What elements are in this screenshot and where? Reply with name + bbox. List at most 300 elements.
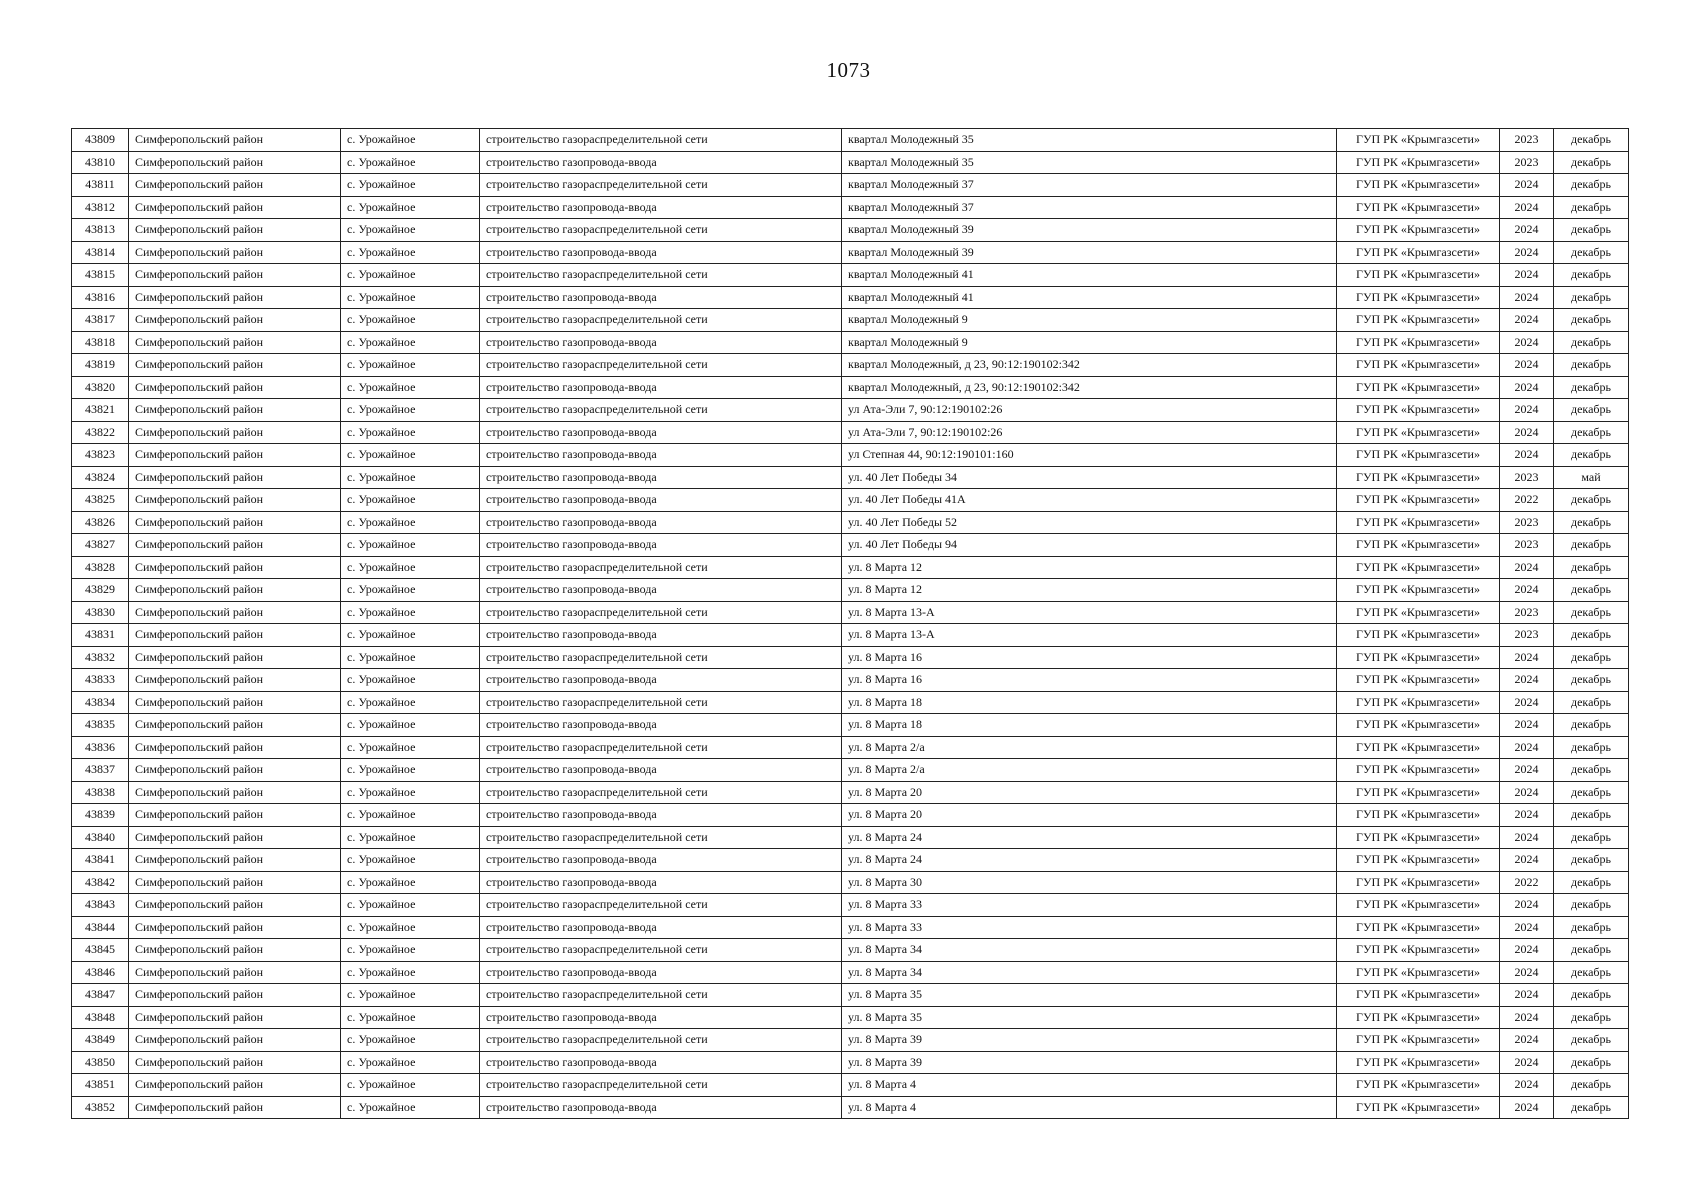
cell-year: 2024 <box>1500 354 1554 377</box>
cell-address: ул. 8 Марта 12 <box>842 556 1337 579</box>
cell-settlement: с. Урожайное <box>341 331 480 354</box>
cell-organization: ГУП РК «Крымгазсети» <box>1337 534 1500 557</box>
table-row <box>72 196 1629 219</box>
cell-number: 43845 <box>72 939 129 962</box>
table-row <box>72 241 1629 264</box>
cell-address: ул. 8 Марта 34 <box>842 961 1337 984</box>
registry-table <box>71 128 1629 1119</box>
cell-year: 2024 <box>1500 1051 1554 1074</box>
cell-district: Симферопольский район <box>129 331 341 354</box>
cell-year: 2024 <box>1500 241 1554 264</box>
cell-organization: ГУП РК «Крымгазсети» <box>1337 556 1500 579</box>
cell-number: 43832 <box>72 646 129 669</box>
cell-district: Симферопольский район <box>129 556 341 579</box>
cell-year: 2024 <box>1500 1029 1554 1052</box>
cell-settlement: с. Урожайное <box>341 511 480 534</box>
cell-settlement: с. Урожайное <box>341 286 480 309</box>
cell-work-type: строительство газораспределительной сети <box>480 826 842 849</box>
cell-organization: ГУП РК «Крымгазсети» <box>1337 624 1500 647</box>
cell-month: декабрь <box>1554 1051 1629 1074</box>
cell-address: ул. 8 Марта 34 <box>842 939 1337 962</box>
cell-organization: ГУП РК «Крымгазсети» <box>1337 646 1500 669</box>
cell-settlement: с. Урожайное <box>341 691 480 714</box>
cell-organization: ГУП РК «Крымгазсети» <box>1337 961 1500 984</box>
cell-number: 43813 <box>72 219 129 242</box>
cell-address: ул. 8 Марта 39 <box>842 1029 1337 1052</box>
cell-work-type: строительство газопровода-ввода <box>480 511 842 534</box>
table-row <box>72 1006 1629 1029</box>
cell-address: ул. 8 Марта 16 <box>842 646 1337 669</box>
cell-settlement: с. Урожайное <box>341 421 480 444</box>
cell-district: Симферопольский район <box>129 984 341 1007</box>
cell-year: 2024 <box>1500 264 1554 287</box>
cell-year: 2024 <box>1500 714 1554 737</box>
cell-organization: ГУП РК «Крымгазсети» <box>1337 579 1500 602</box>
cell-settlement: с. Урожайное <box>341 309 480 332</box>
cell-address: квартал Молодежный 37 <box>842 196 1337 219</box>
cell-month: декабрь <box>1554 894 1629 917</box>
cell-settlement: с. Урожайное <box>341 196 480 219</box>
cell-district: Симферопольский район <box>129 151 341 174</box>
cell-organization: ГУП РК «Крымгазсети» <box>1337 309 1500 332</box>
cell-organization: ГУП РК «Крымгазсети» <box>1337 894 1500 917</box>
cell-number: 43835 <box>72 714 129 737</box>
cell-work-type: строительство газораспределительной сети <box>480 1074 842 1097</box>
cell-organization: ГУП РК «Крымгазсети» <box>1337 781 1500 804</box>
cell-district: Симферопольский район <box>129 129 341 152</box>
table-row <box>72 669 1629 692</box>
cell-organization: ГУП РК «Крымгазсети» <box>1337 151 1500 174</box>
cell-number: 43836 <box>72 736 129 759</box>
cell-address: квартал Молодежный 37 <box>842 174 1337 197</box>
cell-address: квартал Молодежный 41 <box>842 286 1337 309</box>
cell-number: 43811 <box>72 174 129 197</box>
cell-organization: ГУП РК «Крымгазсети» <box>1337 466 1500 489</box>
cell-year: 2024 <box>1500 1074 1554 1097</box>
cell-year: 2024 <box>1500 691 1554 714</box>
cell-settlement: с. Урожайное <box>341 624 480 647</box>
cell-year: 2024 <box>1500 579 1554 602</box>
cell-settlement: с. Урожайное <box>341 241 480 264</box>
cell-settlement: с. Урожайное <box>341 534 480 557</box>
cell-year: 2024 <box>1500 804 1554 827</box>
cell-settlement: с. Урожайное <box>341 781 480 804</box>
cell-month: декабрь <box>1554 646 1629 669</box>
cell-year: 2023 <box>1500 511 1554 534</box>
cell-number: 43846 <box>72 961 129 984</box>
cell-work-type: строительство газораспределительной сети <box>480 309 842 332</box>
cell-work-type: строительство газопровода-ввода <box>480 534 842 557</box>
table-row <box>72 286 1629 309</box>
cell-organization: ГУП РК «Крымгазсети» <box>1337 264 1500 287</box>
cell-year: 2024 <box>1500 286 1554 309</box>
cell-month: декабрь <box>1554 219 1629 242</box>
cell-district: Симферопольский район <box>129 489 341 512</box>
cell-address: квартал Молодежный 41 <box>842 264 1337 287</box>
cell-organization: ГУП РК «Крымгазсети» <box>1337 1006 1500 1029</box>
table-row <box>72 624 1629 647</box>
cell-district: Симферопольский район <box>129 534 341 557</box>
cell-month: декабрь <box>1554 984 1629 1007</box>
table-row <box>72 804 1629 827</box>
cell-address: ул. 8 Марта 30 <box>842 871 1337 894</box>
cell-work-type: строительство газопровода-ввода <box>480 489 842 512</box>
cell-work-type: строительство газопровода-ввода <box>480 331 842 354</box>
table-row <box>72 916 1629 939</box>
cell-work-type: строительство газопровода-ввода <box>480 579 842 602</box>
cell-month: декабрь <box>1554 556 1629 579</box>
cell-address: ул. 8 Марта 18 <box>842 691 1337 714</box>
cell-work-type: строительство газопровода-ввода <box>480 871 842 894</box>
cell-month: декабрь <box>1554 174 1629 197</box>
cell-number: 43814 <box>72 241 129 264</box>
cell-year: 2024 <box>1500 961 1554 984</box>
cell-organization: ГУП РК «Крымгазсети» <box>1337 759 1500 782</box>
cell-year: 2023 <box>1500 129 1554 152</box>
cell-number: 43819 <box>72 354 129 377</box>
table-row <box>72 421 1629 444</box>
cell-work-type: строительство газопровода-ввода <box>480 376 842 399</box>
cell-district: Симферопольский район <box>129 399 341 422</box>
table-row <box>72 894 1629 917</box>
cell-work-type: строительство газопровода-ввода <box>480 241 842 264</box>
cell-settlement: с. Урожайное <box>341 556 480 579</box>
cell-month: декабрь <box>1554 421 1629 444</box>
cell-settlement: с. Урожайное <box>341 601 480 624</box>
cell-district: Симферопольский район <box>129 714 341 737</box>
cell-district: Симферопольский район <box>129 1074 341 1097</box>
cell-address: квартал Молодежный 9 <box>842 331 1337 354</box>
cell-month: декабрь <box>1554 939 1629 962</box>
cell-year: 2024 <box>1500 984 1554 1007</box>
cell-settlement: с. Урожайное <box>341 174 480 197</box>
cell-month: декабрь <box>1554 444 1629 467</box>
cell-address: квартал Молодежный, д 23, 90:12:190102:342 <box>842 354 1337 377</box>
cell-settlement: с. Урожайное <box>341 826 480 849</box>
table-row <box>72 556 1629 579</box>
cell-number: 43844 <box>72 916 129 939</box>
cell-organization: ГУП РК «Крымгазсети» <box>1337 939 1500 962</box>
cell-number: 43810 <box>72 151 129 174</box>
cell-work-type: строительство газораспределительной сети <box>480 354 842 377</box>
cell-work-type: строительство газораспределительной сети <box>480 691 842 714</box>
cell-year: 2024 <box>1500 669 1554 692</box>
cell-number: 43815 <box>72 264 129 287</box>
cell-settlement: с. Урожайное <box>341 894 480 917</box>
cell-settlement: с. Урожайное <box>341 714 480 737</box>
cell-year: 2023 <box>1500 466 1554 489</box>
cell-month: декабрь <box>1554 129 1629 152</box>
cell-work-type: строительство газопровода-ввода <box>480 286 842 309</box>
cell-settlement: с. Урожайное <box>341 1096 480 1119</box>
cell-month: декабрь <box>1554 354 1629 377</box>
cell-organization: ГУП РК «Крымгазсети» <box>1337 601 1500 624</box>
cell-district: Симферопольский район <box>129 376 341 399</box>
cell-number: 43826 <box>72 511 129 534</box>
cell-year: 2023 <box>1500 151 1554 174</box>
cell-month: декабрь <box>1554 264 1629 287</box>
cell-settlement: с. Урожайное <box>341 1051 480 1074</box>
cell-organization: ГУП РК «Крымгазсети» <box>1337 984 1500 1007</box>
cell-organization: ГУП РК «Крымгазсети» <box>1337 849 1500 872</box>
cell-organization: ГУП РК «Крымгазсети» <box>1337 354 1500 377</box>
cell-address: ул. 8 Марта 4 <box>842 1074 1337 1097</box>
cell-month: декабрь <box>1554 849 1629 872</box>
cell-organization: ГУП РК «Крымгазсети» <box>1337 916 1500 939</box>
cell-organization: ГУП РК «Крымгазсети» <box>1337 826 1500 849</box>
cell-address: ул. 8 Марта 18 <box>842 714 1337 737</box>
cell-month: декабрь <box>1554 534 1629 557</box>
cell-work-type: строительство газораспределительной сети <box>480 219 842 242</box>
cell-month: декабрь <box>1554 489 1629 512</box>
cell-organization: ГУП РК «Крымгазсети» <box>1337 399 1500 422</box>
cell-organization: ГУП РК «Крымгазсети» <box>1337 1051 1500 1074</box>
cell-organization: ГУП РК «Крымгазсети» <box>1337 444 1500 467</box>
cell-month: декабрь <box>1554 579 1629 602</box>
cell-organization: ГУП РК «Крымгазсети» <box>1337 331 1500 354</box>
cell-organization: ГУП РК «Крымгазсети» <box>1337 1096 1500 1119</box>
cell-address: квартал Молодежный 39 <box>842 241 1337 264</box>
table-row <box>72 579 1629 602</box>
cell-number: 43852 <box>72 1096 129 1119</box>
cell-address: ул. 8 Марта 24 <box>842 826 1337 849</box>
cell-work-type: строительство газопровода-ввода <box>480 669 842 692</box>
cell-district: Симферопольский район <box>129 781 341 804</box>
cell-settlement: с. Урожайное <box>341 759 480 782</box>
cell-address: ул. 8 Марта 20 <box>842 781 1337 804</box>
cell-work-type: строительство газопровода-ввода <box>480 714 842 737</box>
cell-month: май <box>1554 466 1629 489</box>
table-row <box>72 736 1629 759</box>
cell-month: декабрь <box>1554 1029 1629 1052</box>
cell-number: 43821 <box>72 399 129 422</box>
cell-month: декабрь <box>1554 804 1629 827</box>
cell-district: Симферопольский район <box>129 1096 341 1119</box>
table-row <box>72 376 1629 399</box>
cell-year: 2022 <box>1500 489 1554 512</box>
cell-settlement: с. Урожайное <box>341 1074 480 1097</box>
cell-year: 2024 <box>1500 196 1554 219</box>
cell-work-type: строительство газопровода-ввода <box>480 804 842 827</box>
cell-address: квартал Молодежный 39 <box>842 219 1337 242</box>
cell-organization: ГУП РК «Крымгазсети» <box>1337 1074 1500 1097</box>
cell-number: 43825 <box>72 489 129 512</box>
cell-number: 43828 <box>72 556 129 579</box>
cell-district: Симферопольский район <box>129 894 341 917</box>
cell-year: 2024 <box>1500 174 1554 197</box>
cell-year: 2024 <box>1500 309 1554 332</box>
cell-district: Симферопольский район <box>129 579 341 602</box>
cell-organization: ГУП РК «Крымгазсети» <box>1337 489 1500 512</box>
cell-year: 2024 <box>1500 421 1554 444</box>
cell-year: 2024 <box>1500 399 1554 422</box>
cell-number: 43831 <box>72 624 129 647</box>
table-row <box>72 826 1629 849</box>
cell-district: Симферопольский район <box>129 174 341 197</box>
cell-year: 2024 <box>1500 781 1554 804</box>
cell-work-type: строительство газораспределительной сети <box>480 894 842 917</box>
cell-settlement: с. Урожайное <box>341 736 480 759</box>
cell-number: 43842 <box>72 871 129 894</box>
cell-month: декабрь <box>1554 826 1629 849</box>
cell-settlement: с. Урожайное <box>341 151 480 174</box>
cell-month: декабрь <box>1554 151 1629 174</box>
cell-year: 2024 <box>1500 849 1554 872</box>
cell-work-type: строительство газопровода-ввода <box>480 444 842 467</box>
cell-district: Симферопольский район <box>129 421 341 444</box>
cell-district: Симферопольский район <box>129 286 341 309</box>
cell-settlement: с. Урожайное <box>341 1029 480 1052</box>
cell-number: 43851 <box>72 1074 129 1097</box>
cell-district: Симферопольский район <box>129 511 341 534</box>
cell-work-type: строительство газораспределительной сети <box>480 736 842 759</box>
cell-settlement: с. Урожайное <box>341 1006 480 1029</box>
cell-district: Симферопольский район <box>129 444 341 467</box>
cell-work-type: строительство газопровода-ввода <box>480 759 842 782</box>
table-row <box>72 961 1629 984</box>
cell-address: ул Ата-Эли 7, 90:12:190102:26 <box>842 399 1337 422</box>
table-row <box>72 444 1629 467</box>
table-row <box>72 466 1629 489</box>
cell-address: ул. 8 Марта 13-А <box>842 624 1337 647</box>
cell-organization: ГУП РК «Крымгазсети» <box>1337 174 1500 197</box>
cell-month: декабрь <box>1554 1096 1629 1119</box>
cell-district: Симферопольский район <box>129 669 341 692</box>
cell-year: 2023 <box>1500 534 1554 557</box>
cell-number: 43820 <box>72 376 129 399</box>
cell-settlement: с. Урожайное <box>341 849 480 872</box>
cell-month: декабрь <box>1554 781 1629 804</box>
cell-address: ул. 8 Марта 24 <box>842 849 1337 872</box>
cell-month: декабрь <box>1554 1006 1629 1029</box>
cell-year: 2023 <box>1500 624 1554 647</box>
table-row <box>72 601 1629 624</box>
cell-work-type: строительство газопровода-ввода <box>480 151 842 174</box>
cell-month: декабрь <box>1554 871 1629 894</box>
cell-month: декабрь <box>1554 736 1629 759</box>
cell-number: 43837 <box>72 759 129 782</box>
cell-number: 43838 <box>72 781 129 804</box>
cell-district: Симферопольский район <box>129 219 341 242</box>
cell-year: 2024 <box>1500 894 1554 917</box>
cell-organization: ГУП РК «Крымгазсети» <box>1337 1029 1500 1052</box>
cell-settlement: с. Урожайное <box>341 579 480 602</box>
cell-number: 43818 <box>72 331 129 354</box>
cell-address: ул Степная 44, 90:12:190101:160 <box>842 444 1337 467</box>
cell-settlement: с. Урожайное <box>341 804 480 827</box>
cell-organization: ГУП РК «Крымгазсети» <box>1337 669 1500 692</box>
cell-month: декабрь <box>1554 286 1629 309</box>
cell-address: квартал Молодежный 9 <box>842 309 1337 332</box>
page-number: 1073 <box>826 58 871 82</box>
cell-number: 43841 <box>72 849 129 872</box>
cell-district: Симферопольский район <box>129 1029 341 1052</box>
cell-organization: ГУП РК «Крымгазсети» <box>1337 219 1500 242</box>
table-row <box>72 871 1629 894</box>
cell-work-type: строительство газораспределительной сети <box>480 399 842 422</box>
cell-settlement: с. Урожайное <box>341 399 480 422</box>
cell-address: ул. 8 Марта 20 <box>842 804 1337 827</box>
cell-number: 43834 <box>72 691 129 714</box>
cell-month: декабрь <box>1554 691 1629 714</box>
table-row <box>72 219 1629 242</box>
cell-address: ул. 8 Марта 16 <box>842 669 1337 692</box>
cell-work-type: строительство газораспределительной сети <box>480 174 842 197</box>
cell-organization: ГУП РК «Крымгазсети» <box>1337 241 1500 264</box>
cell-work-type: строительство газораспределительной сети <box>480 264 842 287</box>
cell-settlement: с. Урожайное <box>341 466 480 489</box>
cell-year: 2024 <box>1500 826 1554 849</box>
table-row <box>72 511 1629 534</box>
cell-district: Симферопольский район <box>129 871 341 894</box>
cell-month: декабрь <box>1554 399 1629 422</box>
cell-number: 43830 <box>72 601 129 624</box>
cell-district: Симферопольский район <box>129 241 341 264</box>
cell-work-type: строительство газопровода-ввода <box>480 196 842 219</box>
cell-district: Симферопольский район <box>129 354 341 377</box>
table-row <box>72 489 1629 512</box>
cell-address: ул. 40 Лет Победы 41А <box>842 489 1337 512</box>
table-row <box>72 129 1629 152</box>
cell-settlement: с. Урожайное <box>341 489 480 512</box>
cell-work-type: строительство газораспределительной сети <box>480 601 842 624</box>
cell-address: ул Ата-Эли 7, 90:12:190102:26 <box>842 421 1337 444</box>
cell-year: 2024 <box>1500 556 1554 579</box>
cell-settlement: с. Урожайное <box>341 129 480 152</box>
cell-work-type: строительство газораспределительной сети <box>480 129 842 152</box>
cell-month: декабрь <box>1554 1074 1629 1097</box>
cell-number: 43809 <box>72 129 129 152</box>
cell-district: Симферопольский район <box>129 1051 341 1074</box>
table-row <box>72 309 1629 332</box>
cell-year: 2024 <box>1500 376 1554 399</box>
cell-address: ул. 8 Марта 35 <box>842 984 1337 1007</box>
table-row <box>72 534 1629 557</box>
cell-month: декабрь <box>1554 196 1629 219</box>
cell-settlement: с. Урожайное <box>341 916 480 939</box>
cell-number: 43840 <box>72 826 129 849</box>
cell-work-type: строительство газопровода-ввода <box>480 421 842 444</box>
cell-address: ул. 8 Марта 2/а <box>842 736 1337 759</box>
cell-month: декабрь <box>1554 961 1629 984</box>
cell-year: 2024 <box>1500 331 1554 354</box>
table-row <box>72 399 1629 422</box>
cell-year: 2024 <box>1500 444 1554 467</box>
cell-month: декабрь <box>1554 309 1629 332</box>
table-row <box>72 714 1629 737</box>
table-row <box>72 1051 1629 1074</box>
cell-number: 43823 <box>72 444 129 467</box>
cell-settlement: с. Урожайное <box>341 264 480 287</box>
cell-work-type: строительство газораспределительной сети <box>480 939 842 962</box>
cell-year: 2024 <box>1500 1006 1554 1029</box>
cell-year: 2024 <box>1500 646 1554 669</box>
cell-district: Симферопольский район <box>129 916 341 939</box>
cell-district: Симферопольский район <box>129 736 341 759</box>
cell-district: Симферопольский район <box>129 961 341 984</box>
table-row <box>72 781 1629 804</box>
cell-settlement: с. Урожайное <box>341 646 480 669</box>
table-row <box>72 1074 1629 1097</box>
cell-month: декабрь <box>1554 669 1629 692</box>
cell-address: ул. 8 Марта 35 <box>842 1006 1337 1029</box>
cell-month: декабрь <box>1554 331 1629 354</box>
cell-organization: ГУП РК «Крымгазсети» <box>1337 804 1500 827</box>
cell-number: 43816 <box>72 286 129 309</box>
cell-work-type: строительство газопровода-ввода <box>480 624 842 647</box>
cell-settlement: с. Урожайное <box>341 961 480 984</box>
cell-month: декабрь <box>1554 376 1629 399</box>
